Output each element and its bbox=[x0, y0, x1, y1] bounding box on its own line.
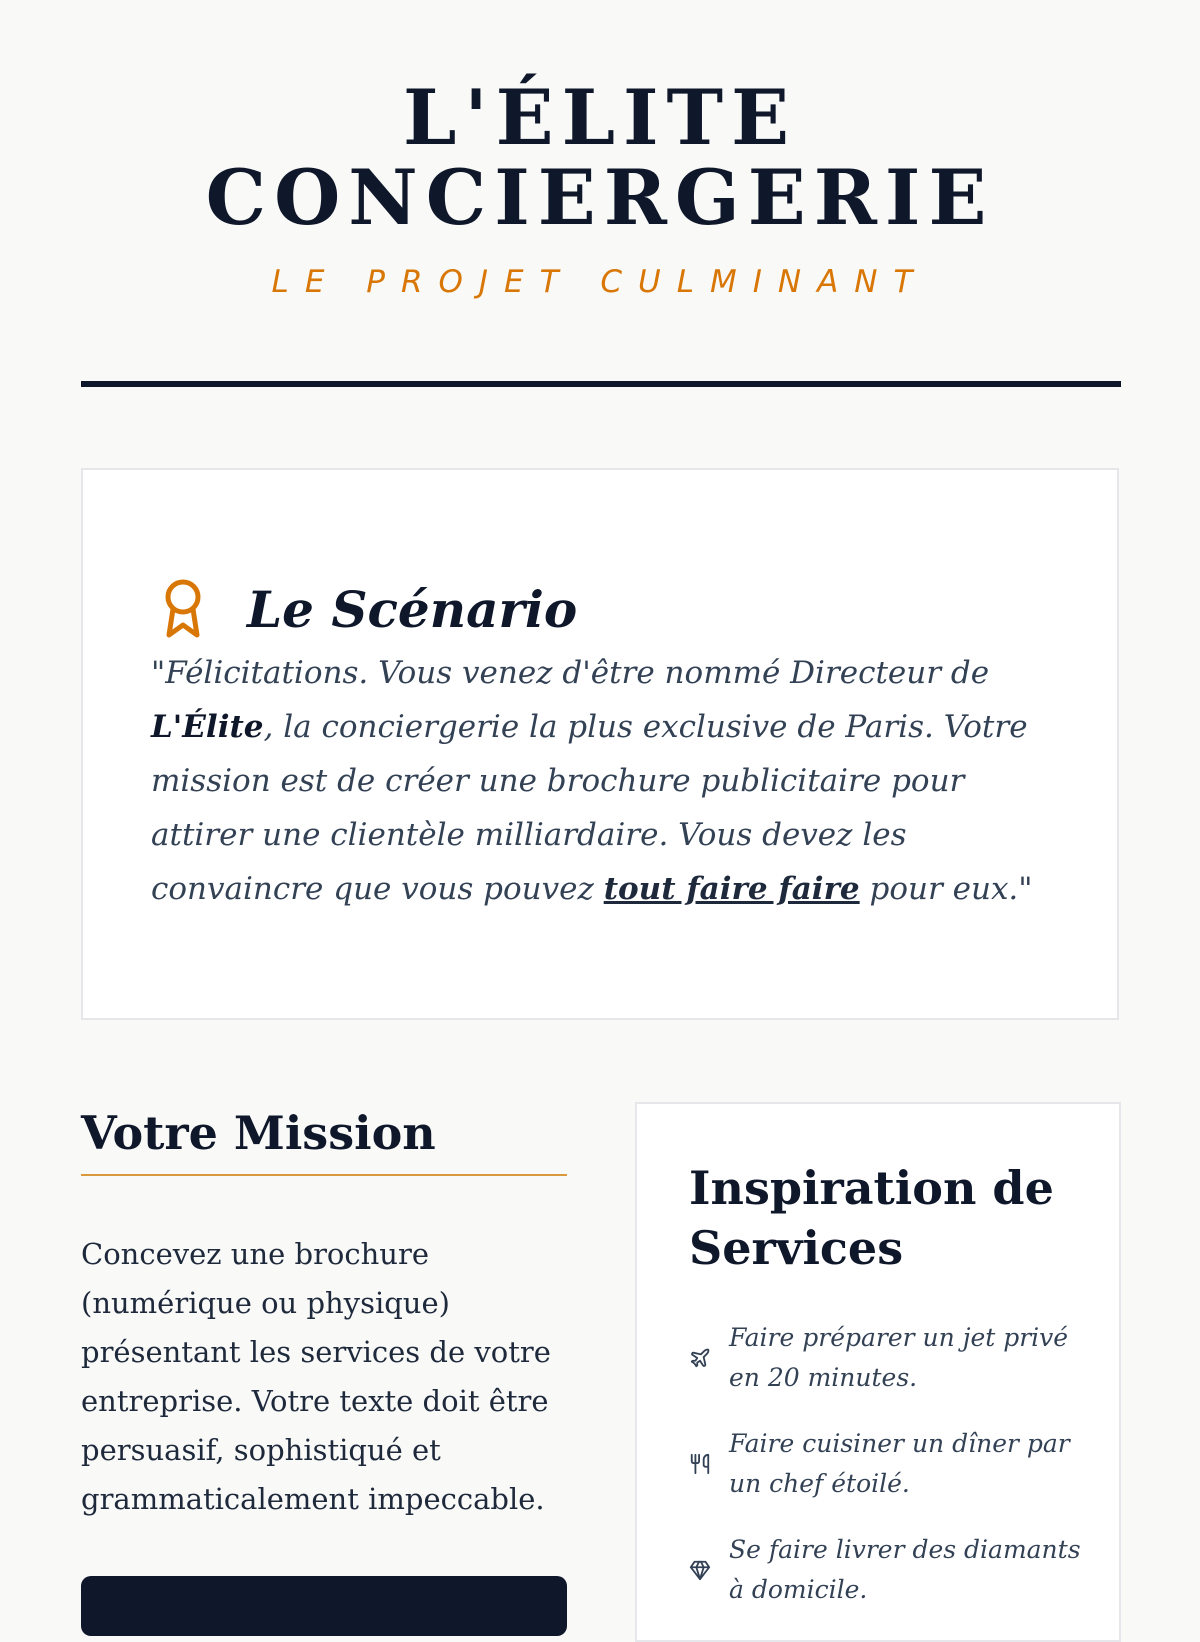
scenario-text bbox=[151, 646, 1071, 916]
award-icon bbox=[161, 577, 205, 641]
inspiration-card bbox=[635, 1102, 1121, 1642]
scenario-text-part-1: "Félicitations. Vous venez d'être nommé Directeur de bbox=[151, 655, 990, 691]
inspiration-title: Inspiration de Services bbox=[689, 1161, 1054, 1275]
scenario-text-part-3: pour eux." bbox=[859, 871, 1033, 907]
list-item bbox=[689, 1318, 1089, 1398]
scenario-title: Le Scénario bbox=[247, 579, 578, 639]
header-divider bbox=[81, 381, 1121, 387]
page-title bbox=[0, 73, 1200, 242]
plane-icon bbox=[689, 1347, 711, 1369]
list-item bbox=[689, 1424, 1089, 1504]
title-line-2: CONCIERGERIE bbox=[205, 153, 995, 242]
list-item-text: Faire cuisiner un dîner par un chef étoilé. bbox=[729, 1429, 1070, 1498]
utensils-icon bbox=[689, 1453, 711, 1475]
inspiration-list bbox=[689, 1318, 1089, 1636]
gem-icon bbox=[689, 1559, 711, 1581]
mission-cta-button[interactable] bbox=[81, 1576, 567, 1636]
page-subtitle: LE PROJET CULMINANT bbox=[271, 264, 929, 300]
mission-text: Concevez une brochure (numérique ou physique) présentant les services de votre entreprise. Votre texte doit être persuasif, sophistiqué et grammaticalement impeccable. bbox=[81, 1237, 551, 1516]
title-line-1: L'ÉLITE bbox=[402, 73, 798, 162]
mission-title: Votre Mission bbox=[81, 1102, 567, 1176]
scenario-text-part-2: , la conciergerie la plus exclusive de Paris. Votre mission est de créer une brochure publicitaire pour attirer une clientèle milliardaire. Vous devez les convaincre que vous pouvez bbox=[151, 709, 1028, 907]
list-item bbox=[689, 1530, 1089, 1610]
list-item-text: Faire préparer un jet privé en 20 minutes. bbox=[729, 1323, 1069, 1392]
list-item-text: Se faire livrer des diamants à domicile. bbox=[729, 1535, 1081, 1604]
scenario-card bbox=[81, 468, 1119, 1020]
page-header bbox=[0, 73, 1200, 300]
scenario-text-underline: tout faire faire bbox=[603, 871, 860, 907]
scenario-text-bold: L'Élite bbox=[151, 709, 264, 745]
